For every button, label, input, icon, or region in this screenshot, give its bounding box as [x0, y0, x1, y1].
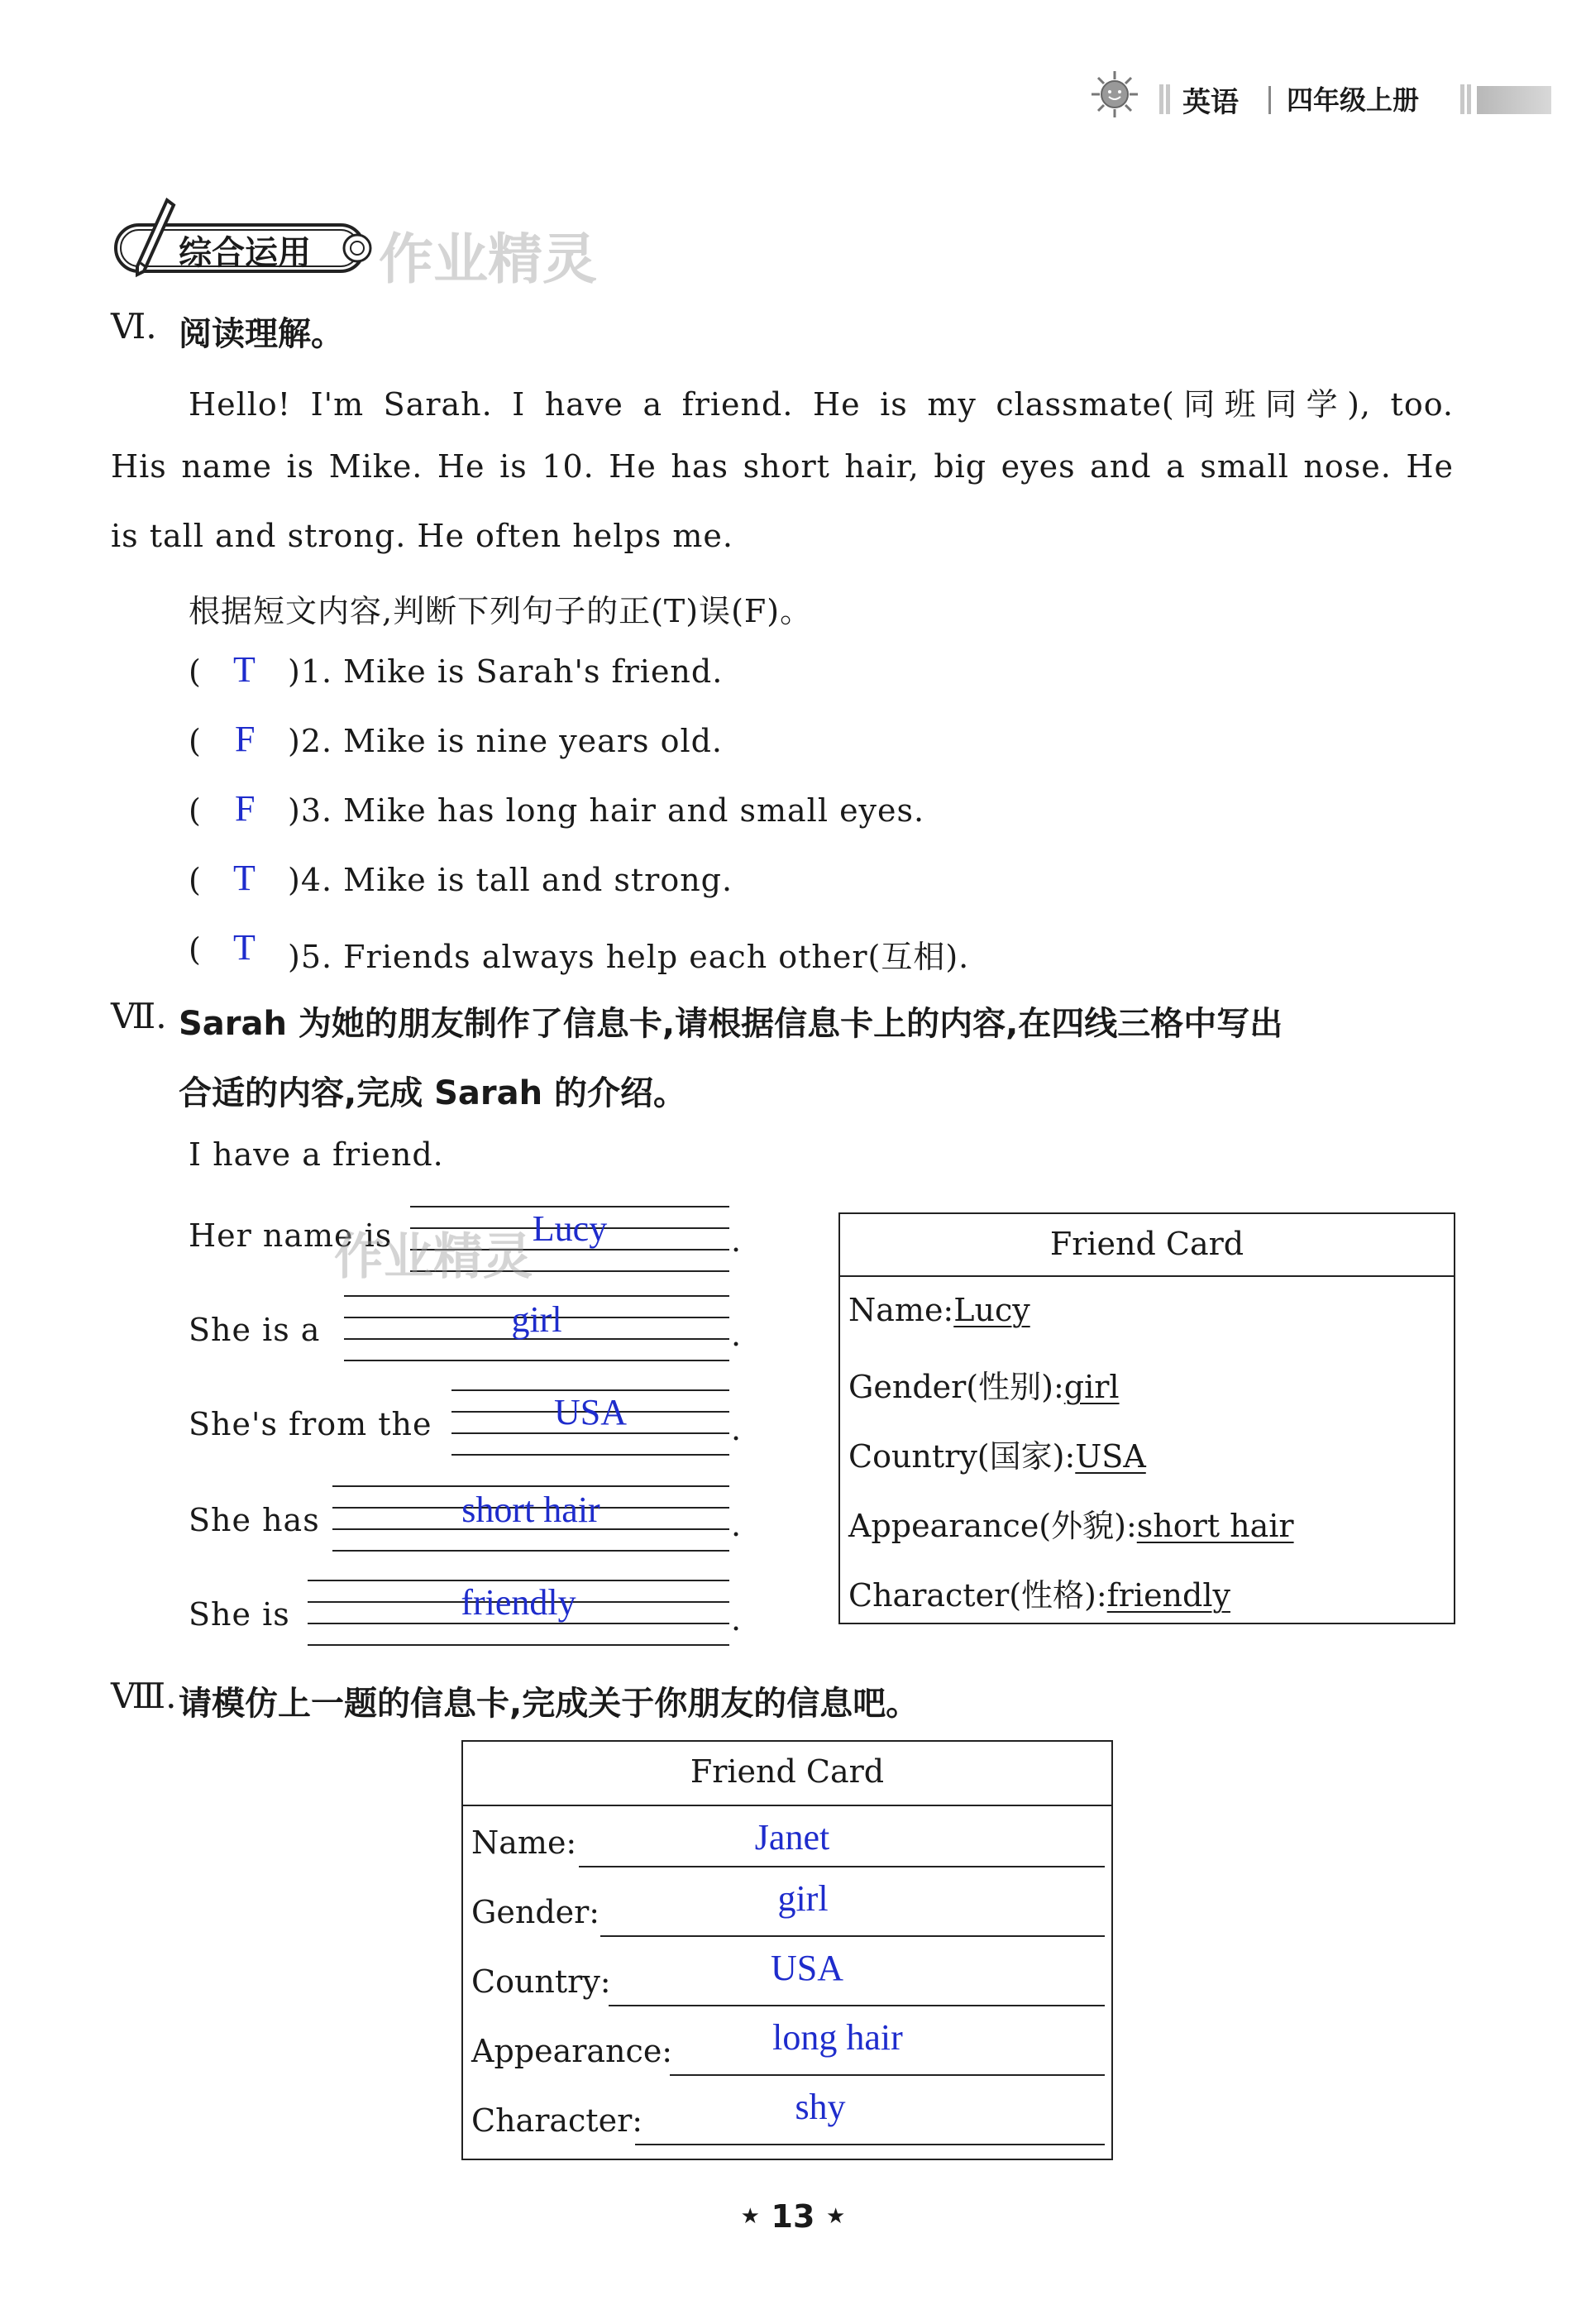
q8-number: Ⅷ. — [111, 1676, 177, 1716]
q7-card-label: Country(国家): — [848, 1438, 1076, 1475]
q8-answer: Janet — [754, 1817, 830, 1858]
q6-answer: F — [235, 719, 256, 759]
q7-card-row — [848, 1570, 1230, 1615]
q6-passage-line2: His name is Mike. He is 10. He has short hair, big eyes and a small nose. He — [111, 448, 1454, 485]
q7-answer: Lucy — [532, 1208, 608, 1249]
q6-item: ( F )3. Mike has long hair and small eyes. — [189, 788, 925, 829]
q7-number: Ⅶ. — [111, 996, 167, 1036]
q7-card-value: Lucy — [953, 1292, 1030, 1328]
header-divider — [1467, 84, 1471, 114]
q8-answer: long hair — [772, 2017, 903, 2058]
q6-item-text: )4. Mike is tall and strong. — [288, 862, 733, 898]
q7-card-row — [848, 1361, 1120, 1407]
section-title: 综合运用 — [179, 234, 311, 272]
q7-answer: short hair — [461, 1490, 600, 1530]
q7-sentence-prefix: She has — [189, 1502, 320, 1538]
q6-number: Ⅵ. — [111, 306, 157, 347]
q7-card-label: Appearance(外貌): — [848, 1508, 1137, 1544]
header-gray-block — [1477, 86, 1551, 114]
q6-item-text: )1. Mike is Sarah's friend. — [288, 653, 724, 690]
q7-card-value: USA — [1075, 1438, 1146, 1475]
q6-item: ( T )1. Mike is Sarah's friend. — [189, 649, 724, 690]
q8-card-title: Friend Card — [690, 1753, 885, 1790]
header-divider — [1460, 84, 1464, 114]
q7-friend-card — [838, 1212, 1455, 1624]
q6-item: ( F )2. Mike is nine years old. — [189, 719, 724, 759]
header-sun-icon — [1090, 69, 1139, 119]
watermark: 作业精灵 — [334, 1228, 533, 1286]
q6-item: ( T )5. Friends always help each other(互相). — [189, 927, 970, 975]
q7-title-line2: 合适的内容,完成 Sarah 的介绍。 — [179, 1074, 687, 1112]
q6-passage-line3: is tall and strong. He often helps me. — [111, 518, 733, 554]
header-divider — [1159, 84, 1163, 114]
header-subject: 英语 — [1182, 86, 1239, 119]
q6-passage-line1: Hello! I'm Sarah. I have a friend. He is my classmate(同班同学), too. — [189, 386, 1454, 423]
q7-sentence-prefix: She is — [189, 1596, 290, 1633]
q7-card-label: Name: — [848, 1292, 954, 1328]
q8-card-label: Appearance: — [471, 2033, 673, 2069]
q7-card-label: Character(性格): — [848, 1577, 1107, 1614]
q7-card-value: short hair — [1136, 1508, 1294, 1544]
q8-card-label: Country: — [471, 1963, 611, 2000]
q6-answer: T — [233, 649, 256, 690]
q7-title-line1: Sarah 为她的朋友制作了信息卡,请根据信息卡上的内容,在四线三格中写出 — [179, 1005, 1283, 1043]
q8-card-label: Gender: — [471, 1894, 600, 1930]
star-icon: ★ — [740, 2204, 760, 2229]
q7-answer: girl — [511, 1299, 562, 1340]
q7-card-row — [848, 1431, 1146, 1476]
q8-answer: USA — [770, 1948, 844, 1988]
q7-card-value: friendly — [1106, 1577, 1230, 1614]
q6-item-text: )5. Friends always help each other(互相). — [288, 939, 970, 975]
q8-answer: girl — [777, 1878, 829, 1919]
q7-intro: I have a friend. — [189, 1136, 444, 1173]
q6-answer: T — [233, 927, 256, 968]
pencil-icon — [124, 197, 182, 280]
q8-answer: shy — [795, 2087, 846, 2127]
q6-answer: F — [235, 788, 256, 829]
header-grade: 四年级上册 — [1287, 84, 1420, 116]
q7-card-row — [848, 1292, 1030, 1328]
footer — [0, 2198, 1586, 2235]
q7-sentence-prefix: She is a — [189, 1312, 321, 1348]
q6-item-text: )2. Mike is nine years old. — [288, 723, 724, 759]
q7-card-row — [848, 1500, 1294, 1546]
q6-item: ( T )4. Mike is tall and strong. — [189, 858, 733, 898]
q7-card-title: Friend Card — [1049, 1226, 1244, 1262]
q6-title: 阅读理解。 — [179, 315, 344, 353]
q8-card-label: Name: — [471, 1824, 577, 1861]
q7-card-label: Gender(性别): — [848, 1369, 1064, 1405]
q8-title: 请模仿上一题的信息卡,完成关于你朋友的信息吧。 — [179, 1685, 920, 1723]
star-icon: ★ — [826, 2204, 846, 2229]
q6-item-text: )3. Mike has long hair and small eyes. — [288, 792, 925, 829]
header-divider — [1166, 84, 1170, 114]
q7-answer: USA — [553, 1392, 628, 1432]
page-number: 13 — [771, 2198, 815, 2235]
q7-answer: friendly — [461, 1582, 576, 1623]
header-divider — [1268, 86, 1271, 114]
q7-sentence-prefix: Her name is — [189, 1217, 393, 1254]
q6-instruction: 根据短文内容,判断下列句子的正(T)误(F)。 — [189, 593, 813, 629]
q7-sentence-prefix: She's from the — [189, 1406, 432, 1442]
watermark: 作业精灵 — [379, 227, 597, 291]
q6-answer: T — [233, 858, 256, 898]
q8-card-label: Character: — [471, 2102, 643, 2139]
q7-card-value: girl — [1063, 1369, 1120, 1405]
